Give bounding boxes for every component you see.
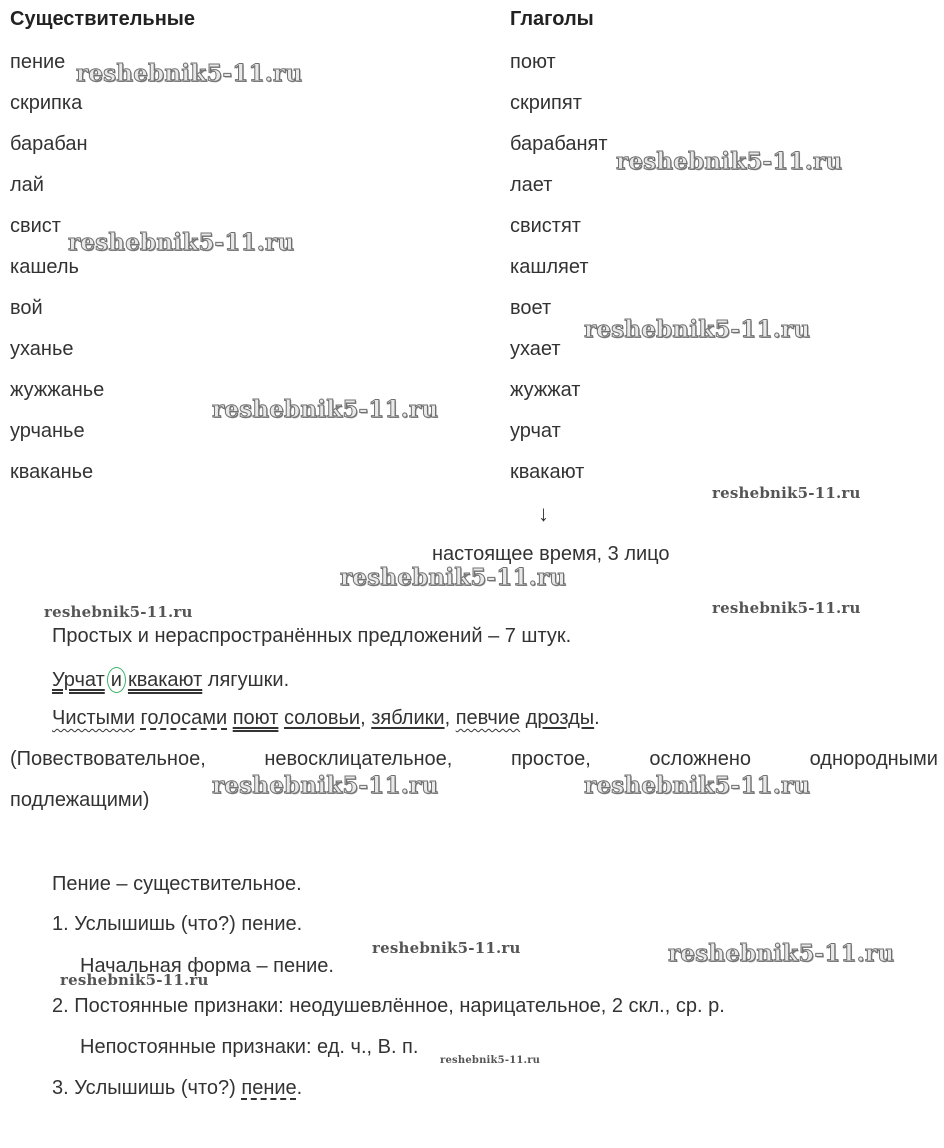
- noun-item: скрипка: [10, 92, 83, 114]
- verb-item: квакают: [510, 461, 585, 483]
- analysis-word: однородными: [809, 748, 938, 770]
- verb-item: барабанят: [510, 133, 608, 155]
- verbs-header: Глаголы: [510, 8, 594, 30]
- noun-item: уханье: [10, 338, 74, 360]
- down-arrow-icon: ↓: [538, 501, 549, 526]
- watermark: reshebnik5-11.ru: [372, 939, 521, 957]
- watermark: reshebnik5-11.ru: [584, 316, 811, 343]
- sentence-analysis-line-2: подлежащими): [10, 789, 150, 811]
- watermark: reshebnik5-11.ru: [712, 599, 861, 617]
- verb-item: жужжат: [510, 379, 581, 401]
- watermark: reshebnik5-11.ru: [440, 1055, 541, 1066]
- sentence-1-rest: лягушки.: [202, 669, 290, 691]
- watermark: reshebnik5-11.ru: [68, 229, 295, 256]
- morph-point-3-word: пение: [241, 1077, 297, 1099]
- watermark: reshebnik5-11.ru: [60, 971, 209, 989]
- word-adverbial: голосами: [140, 707, 228, 729]
- word-subject: зяблики: [371, 707, 445, 729]
- verb-item: воет: [510, 297, 552, 319]
- sentence-1: [52, 667, 289, 693]
- noun-item: пение: [10, 51, 66, 73]
- morph-title: Пение – существительное.: [52, 873, 302, 895]
- word-modifier: певчие: [455, 707, 521, 729]
- analysis-word: (Повествовательное,: [10, 748, 206, 770]
- watermark: reshebnik5-11.ru: [712, 484, 861, 502]
- morph-point-3-text: 3. Услышишь (что?): [52, 1077, 242, 1099]
- sentence-count: Простых и нераспространённых предложений – 7 штук.: [52, 625, 572, 647]
- watermark: reshebnik5-11.ru: [212, 396, 439, 423]
- verb-item: кашляет: [510, 256, 589, 278]
- watermark: reshebnik5-11.ru: [668, 940, 895, 967]
- comma: ,: [360, 707, 372, 729]
- noun-item: жужжанье: [10, 379, 105, 401]
- analysis-word: невосклицательное,: [264, 748, 453, 770]
- noun-item: лай: [10, 174, 44, 196]
- watermark: reshebnik5-11.ru: [212, 772, 439, 799]
- word-modifier: Чистыми: [52, 707, 135, 729]
- watermark: reshebnik5-11.ru: [584, 772, 811, 799]
- noun-item: урчанье: [10, 420, 85, 442]
- conjunction-circle: и: [107, 667, 126, 693]
- word-predicate: поют: [232, 707, 279, 729]
- morph-point-2: 2. Постоянные признаки: неодушевлённое, нарицательное, 2 скл., ср. р.: [52, 995, 725, 1017]
- verb-item: ухает: [510, 338, 561, 360]
- word-subject: соловьи: [283, 707, 361, 729]
- morph-point-1: 1. Услышишь (что?) пение.: [52, 913, 303, 935]
- watermark: reshebnik5-11.ru: [616, 148, 843, 175]
- predicate-1: Урчат: [52, 669, 105, 691]
- noun-item: кваканье: [10, 461, 94, 483]
- comma: ,: [444, 707, 456, 729]
- noun-item: кашель: [10, 256, 79, 278]
- noun-item: барабан: [10, 133, 88, 155]
- sentence-analysis: [10, 749, 938, 769]
- tense-note: настоящее время, 3 лицо: [432, 543, 670, 565]
- watermark: reshebnik5-11.ru: [44, 603, 193, 621]
- morph-initial-form: Начальная форма – пение.: [80, 955, 334, 977]
- analysis-word: осложнено: [649, 748, 752, 770]
- verb-item: свистят: [510, 215, 581, 237]
- nouns-header: Существительные: [10, 8, 196, 30]
- watermark: reshebnik5-11.ru: [76, 60, 303, 87]
- morph-point-3-end: .: [296, 1077, 303, 1099]
- morph-point-3: [52, 1078, 302, 1098]
- morph-nonconstant: Непостоянные признаки: ед. ч., В. п.: [80, 1036, 419, 1058]
- noun-item: свист: [10, 215, 61, 237]
- period: .: [594, 707, 600, 729]
- verb-item: лает: [510, 174, 553, 196]
- verb-item: скрипят: [510, 92, 582, 114]
- noun-item: вой: [10, 297, 43, 319]
- verb-item: урчат: [510, 420, 561, 442]
- predicate-2: квакают: [127, 669, 203, 691]
- sentence-2: [52, 708, 600, 728]
- analysis-word: простое,: [510, 748, 591, 770]
- verb-item: поют: [510, 51, 556, 73]
- word-subject: дрозды: [525, 707, 595, 729]
- watermark: reshebnik5-11.ru: [340, 564, 567, 591]
